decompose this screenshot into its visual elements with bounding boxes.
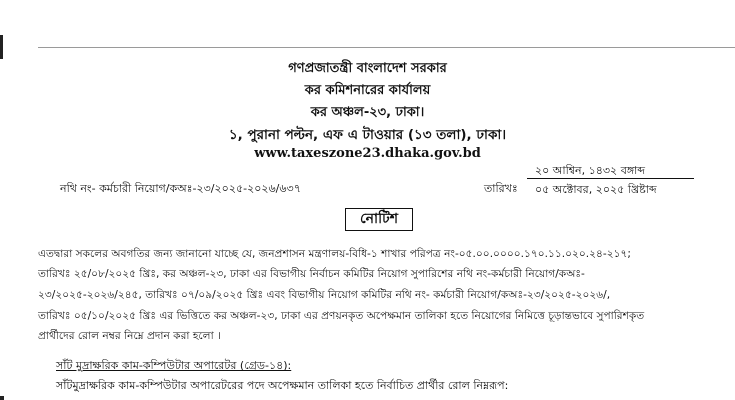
office-address: ১, পুরানা পল্টন, এফ এ টাওয়ার (১৩ তলা), ঢাকা। [228,127,507,143]
government-name: গণপ্রজাতন্ত্রী বাংলাদেশ সরকার [288,61,447,76]
notice-paragraph-line: এতদ্বারা সকলের অবগতির জন্য জানানো যাচ্ছে যে, জনপ্রশাসন মন্ত্রণালয়-বিধি-১ শাখার পরিপত্র নং-০৫.০০.০০০০.১৭০.১১.০২০.২৪-২১৭; [38,248,631,260]
section-body: সাঁটমুদ্রাক্ষরিক কাম-কম্পিউটার অপারেটরের পদে অপেক্ষমান তালিকা হতে নির্বাচিত প্রার্থীর রোল নিম্নরূপ: [56,379,509,392]
date-label: তারিখঃ [484,182,518,195]
date-divider [527,178,694,179]
notice-paragraph-line: তারিখঃ ০৫/১০/২০২৫ খ্রিঃ এর ভিত্তিতে কর অঞ্চল-২৩, ঢাকা এর প্রণয়নকৃত অপেক্ষমান তালিকা হতে নিয়োগের নিমিত্তে চূড়ান্তভাবে সুপারিশকৃত [38,310,645,322]
tax-zone: কর অঞ্চল-২৩, ঢাকা। [310,105,425,120]
notice-title: নোটিশ [345,208,413,231]
notice-paragraph-line: তারিখঃ ২৫/০৮/২০২৫ খ্রিঃ, কর অঞ্চল-২৩, ঢাকা এর বিভাগীয় নির্বাচন কমিটির নিয়োগ সুপারিশের নথি নং-কর্মচারী নিয়োগ/কঅঃ- [38,268,585,280]
date-bengali: ২০ আশ্বিন, ১৪৩২ বঙ্গাব্দ [535,164,646,177]
website-link[interactable]: www.taxeszone23.dhaka.gov.bd [254,146,481,161]
notice-paragraph-line: প্রার্থীদের রোল নম্বর নিম্নে প্রদান করা হলো । [38,330,221,342]
date-english: ০৫ অক্টোবর, ২০২৫ খ্রিষ্টাব্দ [535,183,657,196]
office-name: কর কমিশনারের কার্যালয় [304,83,431,98]
memo-number: নথি নং- কর্মচারী নিয়োগ/কঅঃ-২৩/২০২৫-২০২৬/৬৩৭ [60,182,301,195]
scan-edge-mark-bottom [0,396,4,400]
section-heading: সাঁট মুদ্রাক্ষরিক কাম-কম্পিউটার অপারেটর (গ্রেড-১৪): [56,359,292,372]
notice-paragraph-line: ২৩/২০২৫-২০২৬/২৪৫, তারিখঃ ০৭/০৯/২০২৫ খ্রিঃ এবং বিভাগীয় নিয়োগ কমিটির নথি নং- কর্মচারী নিয়োগ/কঅঃ-২৩/২০২৫-২০২৬/, [38,289,611,301]
top-rule [38,47,735,48]
scan-edge-mark [0,35,3,59]
